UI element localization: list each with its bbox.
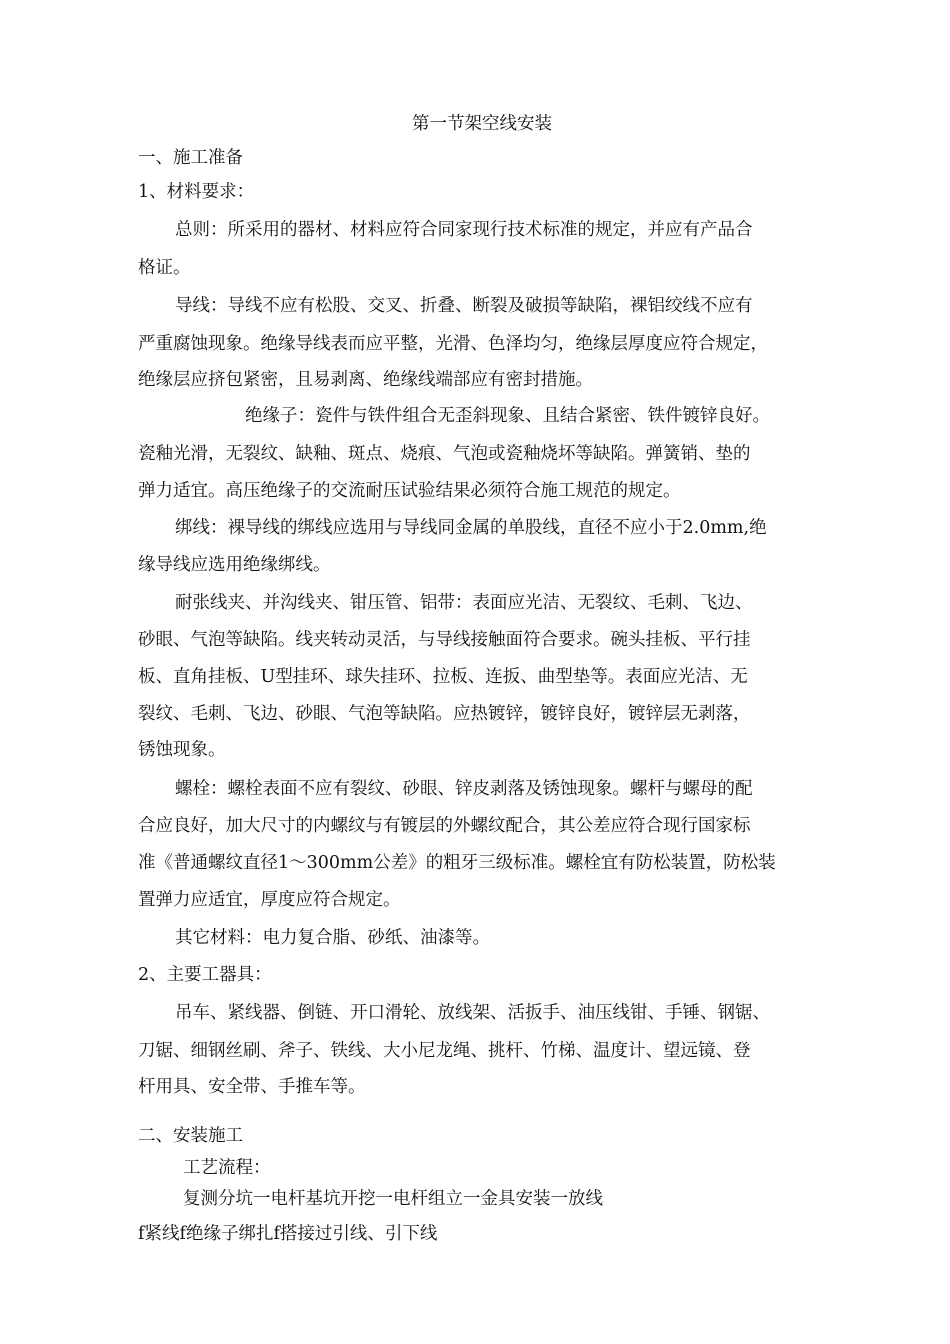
paragraph-line: 置弹力应适宜，厚度应符合规定。 bbox=[138, 890, 401, 910]
paragraph-line: 弹力适宜。高压绝缘子的交流耐压试验结果必须符合施工规范的规定。 bbox=[138, 481, 681, 501]
paragraph-line: 刀锯、细钢丝刷、斧子、铁线、大小尼龙绳、挑杆、竹梯、温度计、望远镜、登 bbox=[138, 1041, 751, 1061]
paragraph-line: 格证。 bbox=[138, 258, 191, 278]
paragraph-line: 严重腐蚀现象。绝缘导线表而应平整，光滑、色泽均匀，绝缘层厚度应符合规定， bbox=[138, 334, 768, 354]
paragraph-line: 准《普通螺纹直径1〜300mm公差》的粗牙三级标准。螺栓宜有防松装置，防松装 bbox=[138, 853, 776, 873]
paragraph-line: 总则：所采用的器材、材料应符合同家现行技术标准的规定，并应有产品合 bbox=[175, 220, 753, 240]
section-heading: 二、安装施工 bbox=[138, 1126, 243, 1146]
paragraph-line: 其它材料：电力复合脂、砂纸、油漆等。 bbox=[175, 928, 490, 948]
paragraph-line: 耐张线夹、并沟线夹、钳压管、铝带：表面应光洁、无裂纹、毛刺、飞边、 bbox=[175, 593, 753, 613]
paragraph-line: 缘导线应选用绝缘绑线。 bbox=[138, 555, 331, 575]
paragraph-line: 绝缘子：瓷件与铁件组合无歪斜现象、且结合紧密、铁件镀锌良好。 bbox=[245, 406, 770, 426]
subsection-heading: 1、材料要求： bbox=[138, 182, 255, 202]
paragraph-line: 导线：导线不应有松股、交叉、折叠、断裂及破损等缺陷，裸铝绞线不应有 bbox=[175, 296, 753, 316]
paragraph-line: 砂眼、气泡等缺陷。线夹转动灵活，与导线接触面符合要求。碗头挂板、平行挂 bbox=[138, 630, 751, 650]
paragraph-line: 裂纹、毛刺、飞边、砂眼、气泡等缺陷。应热镀锌，镀锌良好，镀锌层无剥落， bbox=[138, 704, 751, 724]
paragraph-line: 合应良好，加大尺寸的内螺纹与有镀层的外螺纹配合，其公差应符合现行国家标 bbox=[138, 816, 751, 836]
paragraph-line: 瓷釉光滑，无裂纹、缺釉、斑点、烧痕、气泡或瓷釉烧坏等缺陷。弹簧销、垫的 bbox=[138, 444, 751, 464]
paragraph-line: 杆用具、安全带、手推车等。 bbox=[138, 1077, 366, 1097]
paragraph-line: 板、直角挂板、U型挂环、球失挂环、拉板、连扳、曲型垫等。表面应光洁、无 bbox=[138, 667, 748, 687]
subsection-heading: 2、主要工器具： bbox=[138, 965, 272, 985]
paragraph-line: 绝缘层应挤包紧密，且易剥离、绝缘线端部应有密封措施。 bbox=[138, 370, 593, 390]
paragraph-line: 绑线：裸导线的绑线应选用与导线同金属的单股线，直径不应小于2.0mm,绝 bbox=[175, 518, 767, 538]
section-heading: 一、施工准备 bbox=[138, 148, 243, 168]
paragraph-line: 锈蚀现象。 bbox=[138, 740, 226, 760]
paragraph-line: 复测分坑一电杆基坑开挖一电杆组立一金具安装一放线 bbox=[183, 1189, 603, 1209]
paragraph-line: 吊车、紧线器、倒链、开口滑轮、放线架、活扳手、油压线钳、手锤、钢锯、 bbox=[175, 1003, 770, 1023]
page-title: 第一节架空线安装 bbox=[412, 114, 552, 134]
paragraph-line: 螺栓：螺栓表面不应有裂纹、砂眼、锌皮剥落及锈蚀现象。螺杆与螺母的配 bbox=[175, 779, 753, 799]
paragraph-line: f紧线f绝缘子绑扎f搭接过引线、引下线 bbox=[138, 1224, 438, 1244]
paragraph-line: 工艺流程： bbox=[183, 1158, 271, 1178]
